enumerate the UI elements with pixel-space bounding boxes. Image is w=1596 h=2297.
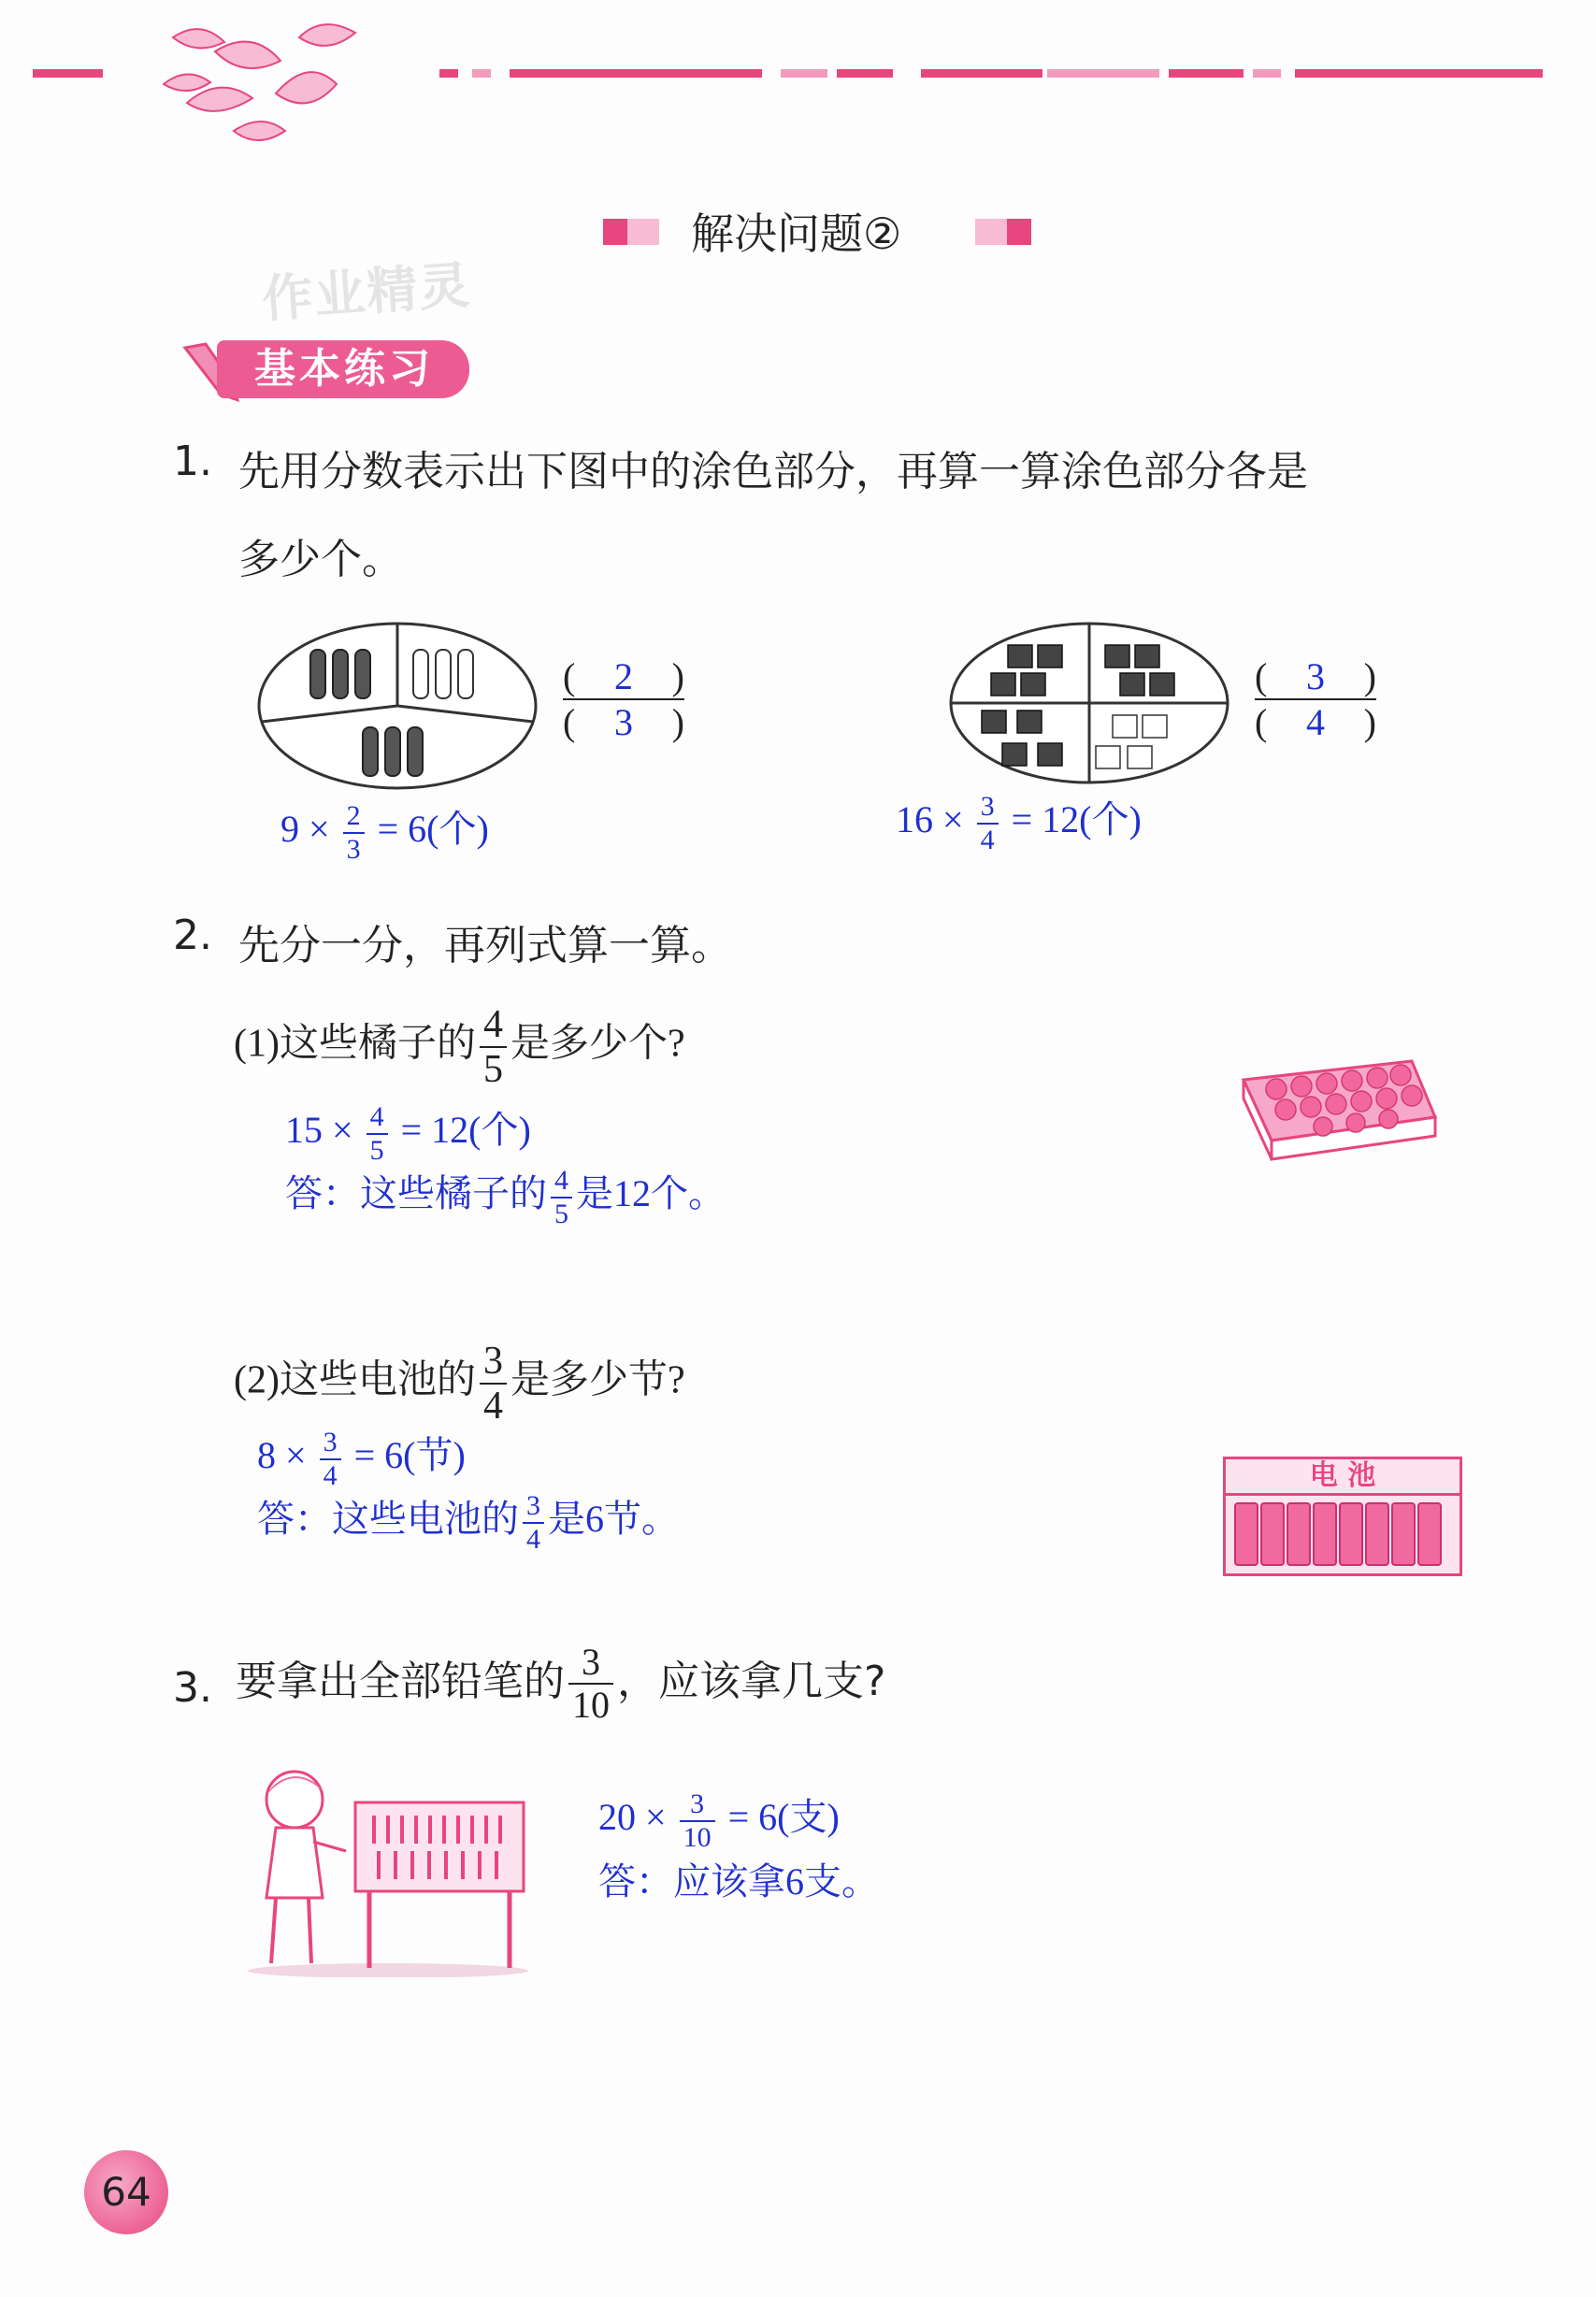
q1-left-equation: 9 × $\frac{2}{3}$ = 6(个): [280, 800, 489, 865]
battery-box-label: 电 池: [1226, 1459, 1459, 1496]
q3-number: 3.: [173, 1664, 212, 1712]
header-decoration: [0, 0, 1596, 159]
title-right-marker-light: [975, 219, 1007, 245]
page-title: 解决问题②: [691, 208, 902, 259]
q3-answer: 答：应该拿6支。: [598, 1860, 879, 1902]
q2-number: 2.: [173, 912, 212, 959]
q2-p1-equation: 15 × $\frac{4}{5}$ = 12(个): [285, 1101, 531, 1166]
watermark: 作业精灵: [260, 255, 474, 329]
cubes-oval-figure: [944, 617, 1234, 790]
q2-text: 先分一分，再列式算一算。: [238, 922, 732, 969]
girl-with-pencils-illustration: [238, 1758, 538, 1977]
q2-p1-answer: 答：这些橘子的 $\frac{4}{5}$ 是12个。: [285, 1165, 726, 1229]
q3-equation: 20 × $\frac{3}{10}$ = 6(支): [598, 1788, 840, 1853]
section-label: 基本练习: [254, 345, 434, 393]
orange-box-icon: [1234, 1052, 1445, 1164]
cylinders-oval-figure: [252, 617, 542, 795]
section-banner: [178, 338, 472, 404]
title-bar: [603, 208, 1042, 260]
q1-right-fraction: ( 3 ) ( 4 ): [1255, 655, 1376, 743]
leaves-icon: [164, 24, 355, 140]
q2-p2-answer: 答：这些电池的 $\frac{3}{4}$ 是6节。: [257, 1490, 679, 1555]
q1-text-line2: 多少个。: [238, 536, 403, 583]
title-left-marker: [603, 219, 627, 245]
title-right-marker: [1007, 219, 1031, 245]
battery-box: [1223, 1457, 1462, 1576]
q1-right-equation: 16 × $\frac{3}{4}$ = 12(个): [896, 791, 1142, 855]
page-number-badge: [84, 2150, 168, 2234]
q2-p2-equation: 8 × $\frac{3}{4}$ = 6(节): [257, 1427, 466, 1491]
q1-number: 1.: [173, 438, 212, 485]
batteries-icon: [1226, 1496, 1459, 1571]
q1-left-fraction: ( 2 ) ( 3 ): [563, 655, 684, 743]
q3-question: 要拿出全部铅笔的 $\frac{3}{10}$ ，应该拿几支?: [236, 1641, 886, 1726]
q2-p2-question: (2)这些电池的 $\frac{3}{4}$ 是多少节?: [234, 1340, 685, 1428]
q1-text-line1: 先用分数表示出下图中的涂色部分，再算一算涂色部分各是: [238, 448, 1308, 495]
q2-p1-question: (1)这些橘子的 $\frac{4}{5}$ 是多少个?: [234, 1003, 685, 1091]
title-left-marker-light: [627, 219, 659, 245]
page-number: 64: [101, 2169, 151, 2215]
